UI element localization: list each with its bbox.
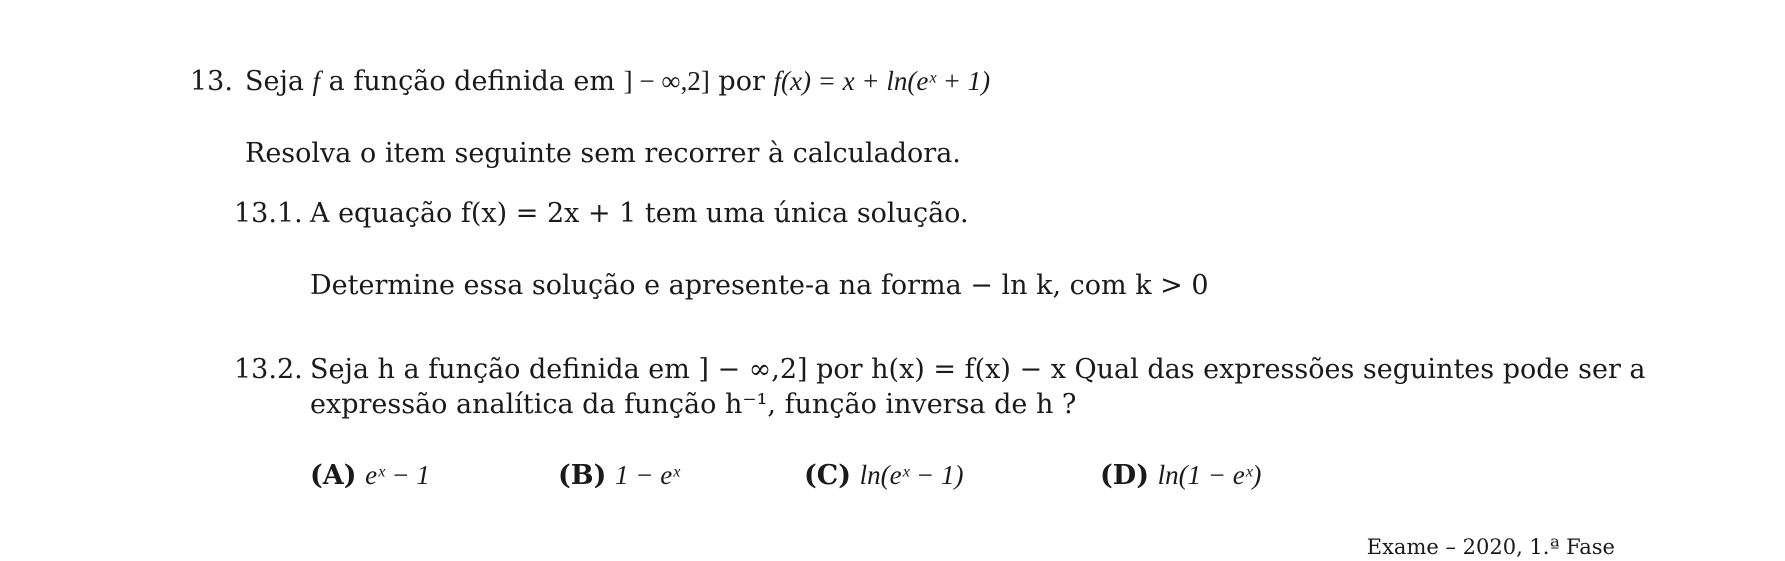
option-expression: eˣ − 1 [365, 460, 430, 490]
item-2-line-2: expressão analítica da função h⁻¹, função inversa de h ? [310, 389, 1077, 420]
item-2-line-1: Seja h a função definida em ] − ∞,2] por h(x) = f(x) − x Qual das expressões seguintes pode ser a [310, 354, 1646, 385]
option-c [804, 462, 963, 489]
option-expression: ln(eˣ − 1) [859, 460, 964, 490]
item-1-number: 13.1. [234, 198, 303, 229]
option-a [310, 462, 430, 489]
item-1-statement: A equação f(x) = 2x + 1 tem uma única solução. [310, 198, 969, 229]
option-label: (B) [558, 460, 607, 491]
option-expression: ln(1 − eˣ) [1157, 460, 1262, 490]
function-symbol: f [312, 66, 321, 96]
instruction-text: Resolva o item seguinte sem recorrer à calculadora. [245, 138, 961, 169]
option-label: (D) [1100, 460, 1149, 491]
question-number: 13. [190, 66, 233, 97]
option-d [1100, 462, 1261, 489]
item-2-number: 13.2. [234, 354, 303, 385]
option-label: (A) [310, 460, 357, 491]
option-b [558, 462, 680, 489]
option-expression: 1 − eˣ [614, 460, 680, 490]
exam-source: Exame – 2020, 1.ª Fase [1366, 535, 1615, 559]
option-label: (C) [804, 460, 852, 491]
domain-interval: ] − ∞,2] [623, 66, 710, 96]
item-1-task: Determine essa solução e apresente-a na forma − ln k, com k > 0 [310, 270, 1209, 301]
question-statement: Seja f a função definida em ] − ∞,2] por f(x) = x + ln(eˣ + 1) [245, 66, 991, 97]
function-definition: f(x) = x + ln(eˣ + 1) [773, 66, 991, 96]
